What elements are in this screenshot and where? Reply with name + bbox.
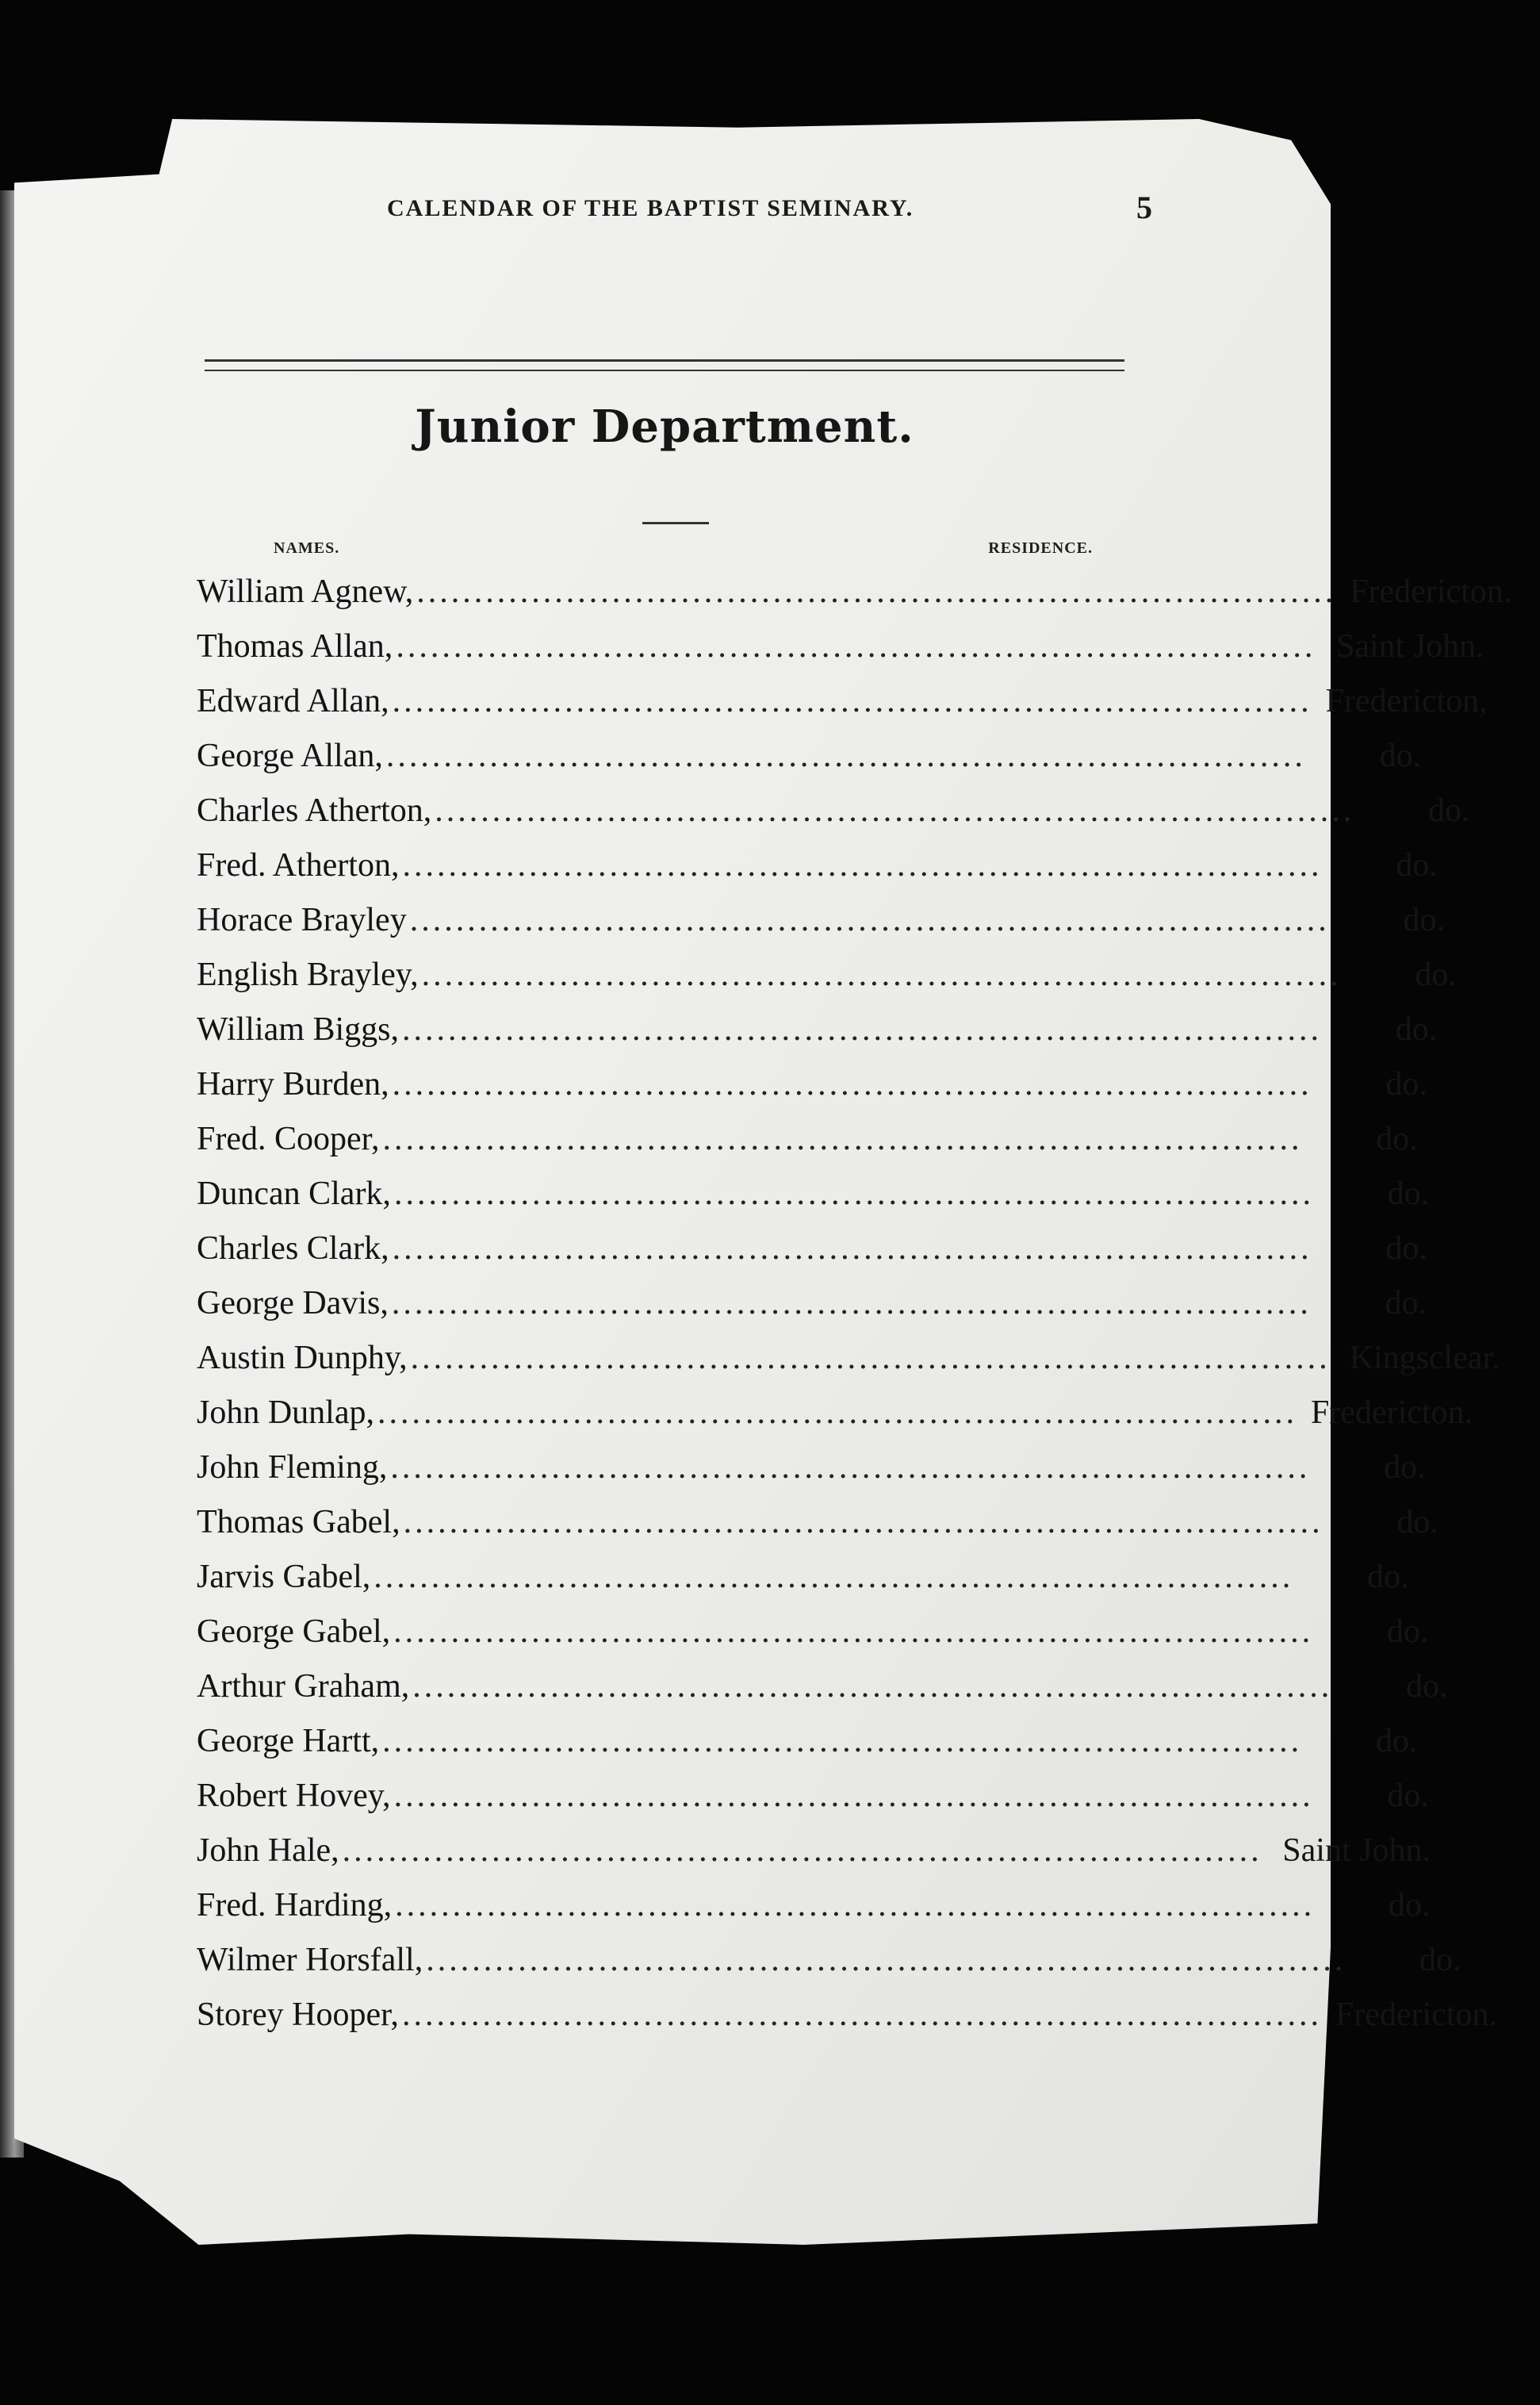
student-residence: do.	[1396, 1504, 1438, 1540]
page-number: 5	[1136, 190, 1152, 225]
roster-row	[197, 893, 1445, 948]
student-name: Fred. Harding,	[197, 1887, 393, 1924]
student-residence: Fredericton.	[1350, 573, 1512, 610]
student-name: Charles Atherton,	[197, 792, 432, 829]
student-residence: do.	[1375, 1723, 1418, 1759]
dot-leader: ................................................................................	[401, 1996, 1322, 2033]
roster-row	[197, 565, 1512, 619]
student-residence: do.	[1403, 902, 1445, 938]
student-name: Thomas Allan,	[197, 628, 393, 665]
student-residence: do.	[1415, 957, 1457, 993]
dot-leader: ................................................................................	[395, 1887, 1316, 1924]
roster-row	[197, 1167, 1430, 1222]
student-residence: do.	[1395, 1011, 1438, 1048]
roster-row	[197, 784, 1470, 838]
dot-leader: ................................................................................	[396, 628, 1316, 665]
roster-row	[197, 1714, 1418, 1769]
dot-leader: ................................................................................	[382, 1121, 1303, 1157]
dot-leader: ................................................................................	[410, 1340, 1331, 1376]
student-residence: do.	[1384, 1449, 1426, 1486]
dot-leader: ................................................................................	[393, 1176, 1314, 1212]
dot-leader: ................................................................................	[416, 573, 1337, 610]
student-residence: Fredericton,	[1325, 683, 1488, 719]
student-name: Duncan Clark,	[197, 1176, 391, 1212]
student-name: William Biggs,	[197, 1011, 399, 1048]
student-name: Fred. Cooper,	[197, 1121, 380, 1157]
student-residence: do.	[1419, 1942, 1461, 1978]
dot-leader: ................................................................................	[393, 1778, 1314, 1814]
student-roster	[197, 565, 1512, 2043]
roster-row	[197, 1386, 1473, 1440]
student-name: George Gabel,	[197, 1613, 391, 1650]
dot-leader: ................................................................................	[342, 1832, 1262, 1869]
student-name: Horace Brayley	[197, 902, 407, 938]
student-name: Storey Hooper,	[197, 1996, 399, 2033]
roster-row	[197, 1222, 1427, 1276]
student-residence: do.	[1367, 1559, 1409, 1595]
dot-leader: ................................................................................	[426, 1942, 1347, 1978]
student-name: Fred. Atherton,	[197, 847, 400, 884]
column-header-names: NAMES.	[274, 539, 340, 557]
running-title: CALENDAR OF THE BAPTIST SEMINARY.	[387, 195, 914, 221]
student-name: Harry Burden,	[197, 1066, 389, 1103]
student-residence: do.	[1428, 792, 1470, 829]
student-residence: do.	[1387, 1778, 1429, 1814]
roster-row	[197, 619, 1484, 674]
column-header-residence: RESIDENCE.	[988, 539, 1093, 557]
roster-row	[197, 1878, 1431, 1933]
student-residence: do.	[1388, 1887, 1431, 1924]
roster-row	[197, 1769, 1429, 1824]
header-rule-thin	[205, 370, 1124, 371]
dot-leader: ................................................................................	[382, 1723, 1303, 1759]
student-residence: Kingsclear.	[1349, 1340, 1500, 1376]
student-name: George Hartt,	[197, 1723, 380, 1759]
roster-row	[197, 1605, 1429, 1659]
student-name: George Allan,	[197, 738, 383, 774]
student-name: Arthur Graham,	[197, 1668, 410, 1705]
student-name: John Dunlap,	[197, 1394, 374, 1431]
heading-divider	[642, 522, 709, 524]
student-residence: Fredericton.	[1310, 1394, 1473, 1431]
dot-leader: ................................................................................	[374, 1559, 1294, 1595]
page-header	[205, 189, 1176, 244]
dot-leader: ................................................................................	[402, 847, 1323, 884]
roster-row	[197, 729, 1422, 784]
dot-leader: ................................................................................	[391, 1285, 1312, 1321]
student-name: Robert Hovey,	[197, 1778, 391, 1814]
student-name: Thomas Gabel,	[197, 1504, 400, 1540]
student-residence: do.	[1385, 1230, 1427, 1267]
student-residence: do.	[1386, 1613, 1429, 1650]
roster-row	[197, 1824, 1431, 1878]
roster-row	[197, 1988, 1497, 2043]
dot-leader: ................................................................................	[393, 1613, 1314, 1650]
student-residence: do.	[1385, 1066, 1427, 1103]
student-name: John Hale,	[197, 1832, 339, 1869]
roster-row	[197, 1057, 1427, 1112]
roster-row	[197, 1440, 1426, 1495]
student-residence: do.	[1396, 847, 1438, 884]
student-residence: Saint John.	[1335, 628, 1484, 665]
student-residence: do.	[1376, 1121, 1418, 1157]
dot-leader: ................................................................................	[392, 1230, 1312, 1267]
dot-leader: ................................................................................	[421, 957, 1342, 993]
dot-leader: ................................................................................	[412, 1668, 1333, 1705]
dot-leader: ................................................................................	[392, 683, 1312, 719]
roster-row	[197, 1495, 1438, 1550]
student-name: Jarvis Gabel,	[197, 1559, 371, 1595]
student-name: English Brayley,	[197, 957, 419, 993]
dot-leader: ................................................................................	[390, 1449, 1311, 1486]
student-name: John Fleming,	[197, 1449, 388, 1486]
student-name: William Agnew,	[197, 573, 414, 610]
header-rule	[205, 359, 1124, 362]
dot-leader: ................................................................................	[435, 792, 1355, 829]
dot-leader: ................................................................................	[403, 1504, 1324, 1540]
section-heading: Junior Department.	[415, 401, 914, 453]
student-name: Edward Allan,	[197, 683, 389, 719]
roster-row	[197, 1112, 1418, 1167]
student-name: Wilmer Horsfall,	[197, 1942, 423, 1978]
roster-row	[197, 1331, 1500, 1386]
student-name: Austin Dunphy,	[197, 1340, 408, 1376]
student-residence: do.	[1379, 738, 1422, 774]
roster-row	[197, 1003, 1438, 1057]
roster-row	[197, 1550, 1409, 1605]
roster-row	[197, 948, 1457, 1003]
dot-leader: ................................................................................	[377, 1394, 1297, 1431]
roster-row	[197, 674, 1488, 729]
student-residence: Fredericton.	[1335, 1996, 1497, 2033]
student-residence: do.	[1387, 1176, 1430, 1212]
student-residence: do.	[1406, 1668, 1448, 1705]
dot-leader: ................................................................................	[409, 902, 1330, 938]
student-residence: Saint John.	[1282, 1832, 1431, 1869]
student-residence: do.	[1385, 1285, 1427, 1321]
roster-row	[197, 838, 1438, 893]
roster-row	[197, 1659, 1448, 1714]
student-name: Charles Clark,	[197, 1230, 389, 1267]
dot-leader: ................................................................................	[385, 738, 1306, 774]
roster-row	[197, 1276, 1427, 1331]
dot-leader: ................................................................................	[392, 1066, 1312, 1103]
dot-leader: ................................................................................	[401, 1011, 1322, 1048]
student-name: George Davis,	[197, 1285, 389, 1321]
roster-row	[197, 1933, 1461, 1988]
